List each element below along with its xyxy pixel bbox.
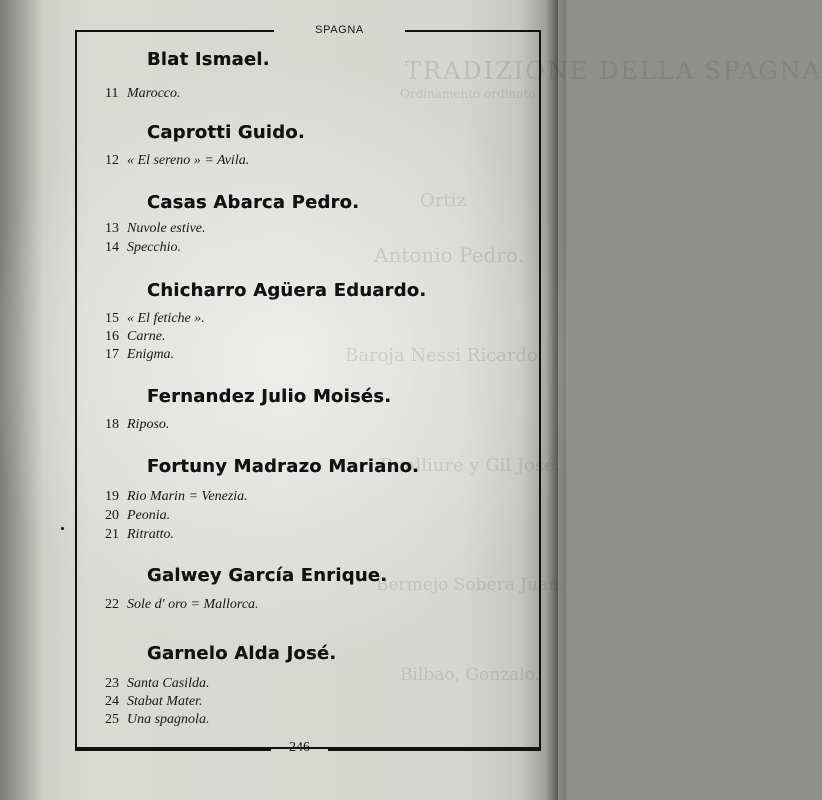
work-title: Sole d' oro = Mallorca. xyxy=(127,597,259,612)
bleed-through-text: Benlliure y Gil José. xyxy=(380,455,561,476)
page-number: 246 xyxy=(289,740,310,755)
work-title: Riposo. xyxy=(127,417,170,432)
work-title: Rio Marin = Venezia. xyxy=(127,489,248,504)
bleed-through-text: Baroja Nessi Ricardo. xyxy=(345,345,544,366)
bleed-through-text: Antonio Pedro. xyxy=(374,243,524,267)
artist-name: Chicharro Agüera Eduardo. xyxy=(147,280,427,301)
work-entry xyxy=(105,347,174,363)
work-title: Peonia. xyxy=(127,508,171,523)
artist-name: Fernandez Julio Moisés. xyxy=(147,386,392,407)
work-entry xyxy=(105,86,181,102)
work-number: 21 xyxy=(105,527,119,542)
artist-name: Caprotti Guido. xyxy=(147,122,305,143)
work-title: Nuvole estive. xyxy=(127,221,206,236)
work-number: 18 xyxy=(105,417,119,432)
work-title: Specchio. xyxy=(127,240,182,255)
work-entry xyxy=(105,329,166,345)
work-entry xyxy=(105,508,170,524)
bottom-border-right xyxy=(328,749,541,751)
work-number: 15 xyxy=(105,311,119,326)
artist-name: Garnelo Alda José. xyxy=(147,643,337,664)
bleed-through-text: Ordinamento ordinato xyxy=(400,87,536,101)
work-number: 17 xyxy=(105,347,119,362)
bottom-border-left xyxy=(75,749,271,751)
work-number: 22 xyxy=(105,597,119,612)
work-number: 20 xyxy=(105,508,119,523)
work-title: « El fetiche ». xyxy=(127,311,205,326)
work-entry xyxy=(105,597,259,613)
work-number: 11 xyxy=(105,86,119,101)
work-title: Carne. xyxy=(127,329,166,344)
work-number: 13 xyxy=(105,221,119,236)
work-title: Enigma. xyxy=(127,347,175,362)
work-entry xyxy=(105,153,249,169)
work-number: 25 xyxy=(105,712,119,727)
work-entry xyxy=(105,712,209,728)
work-title: Una spagnola. xyxy=(127,712,210,727)
work-title: Ritratto. xyxy=(127,527,175,542)
work-title: Marocco. xyxy=(127,86,181,101)
work-entry xyxy=(105,311,205,327)
artist-name: Blat Ismael. xyxy=(147,49,270,70)
work-entry xyxy=(105,676,209,692)
bleed-through-text: Ortiz xyxy=(420,190,466,211)
bleed-through-heading: TRADIZIONE DELLA SPAGNA xyxy=(405,57,822,85)
work-title: Stabat Mater. xyxy=(127,694,203,709)
bleed-through-text: Bermejo Sobera Juan. xyxy=(376,575,565,595)
bleed-through-text: Bilbao, Gonzalo. xyxy=(400,665,541,685)
work-title: Santa Casilda. xyxy=(127,676,210,691)
top-border-right xyxy=(405,30,541,32)
ink-dot xyxy=(61,527,64,530)
work-number: 16 xyxy=(105,329,119,344)
running-head: SPAGNA xyxy=(315,24,364,36)
work-number: 23 xyxy=(105,676,119,691)
top-border-left xyxy=(75,30,274,32)
work-entry xyxy=(105,221,206,237)
work-number: 14 xyxy=(105,240,119,255)
work-entry xyxy=(105,527,174,543)
work-number: 19 xyxy=(105,489,119,504)
work-number: 24 xyxy=(105,694,119,709)
work-entry xyxy=(105,417,169,433)
work-title: « El sereno » = Avila. xyxy=(127,153,250,168)
artist-name: Galwey García Enrique. xyxy=(147,565,388,586)
work-number: 12 xyxy=(105,153,119,168)
artist-name: Fortuny Madrazo Mariano. xyxy=(147,456,420,477)
artist-name: Casas Abarca Pedro. xyxy=(147,192,360,213)
work-entry xyxy=(105,694,202,710)
work-entry xyxy=(105,489,248,505)
work-entry xyxy=(105,240,181,256)
